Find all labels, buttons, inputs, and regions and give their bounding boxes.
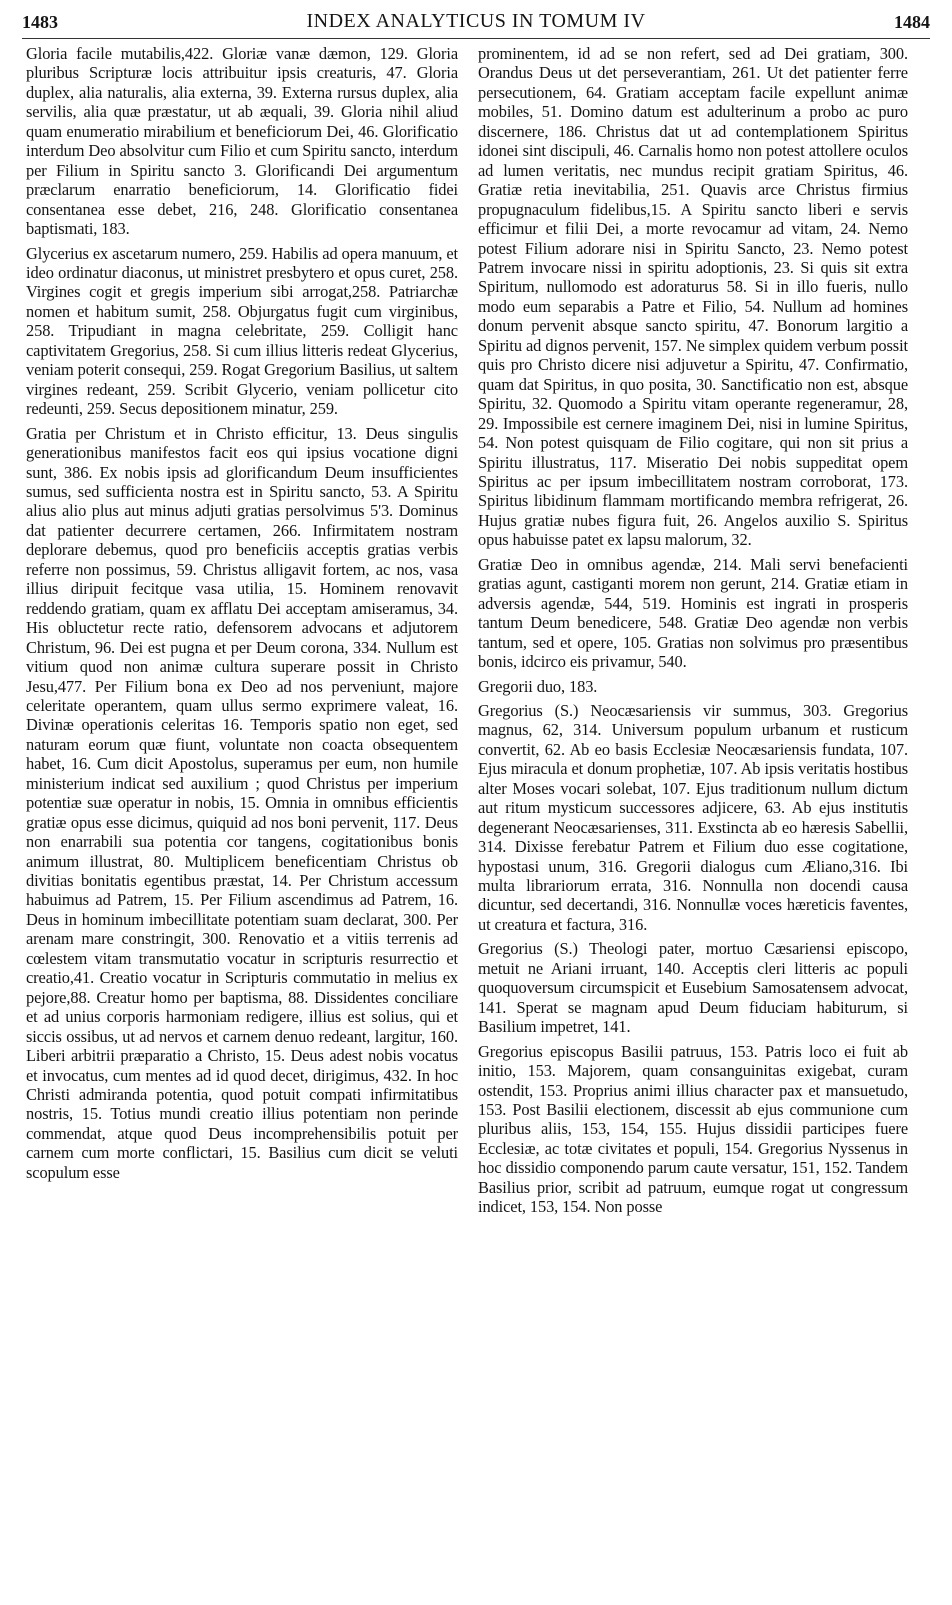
page-number-left: 1483 — [22, 12, 58, 32]
entry-glycerius: Glycerius ex ascetarum numero, 259. Habilis ad opera manuum, et ideo ordinatur diaconus, ut ministret presbytero et opus curet, 258. Virgines cogit et gregis imperium sibi arrogat,258. Patriarchæ nomen et habitum sumit, 258. Objurgatus fugit cum virginibus, 258. Tripudiant in magna celebritate, 259. Colligit hanc captivitatem Gregorius, 258. Si cum illius litteris redeat Glycerius, veniam poterit consequi, 259. Rogat Gregorium Basilius, ut saltem virgines redeant, 259. Scribit Glycerio, veniam pollicetur cito redeunti, 259. Secus depositionem minatur, 259. — [26, 243, 458, 419]
running-header — [22, 8, 930, 38]
entry-gregorius-neocaesariensis: Gregorius (S.) Neocæsariensis vir summus, 303. Gregorius magnus, 62, 314. Universum populum urbanum et rusticum convertit, 62. Ab eo basis Ecclesiæ Neocæsariensis fundata, 107. Ejus miracula et donum prophetiæ, 107. Ab ipsis veritatis hostibus alter Moses vocari solebat, 107. Ejus traditionum nullum dictum aut ritum mysticum successores adjicere, 63. Ab ejus institutis degenerant Neocæsarienses, 311. Exstincta ab eo hæresis Sabellii, 314. Dixisse ferebatur Patrem et Filium duo esse cogitatione, hypostasi unum, 316. Gregorii dialogus cum Æliano,316. Ibi multa librariorum errata, 316. Nonnulla non docendi causa dicuntur, sed decertandi, 316. Nonnullæ voces hæreticis faventes, ut creatura et factura, 316. — [478, 700, 908, 934]
right-column — [478, 44, 908, 1589]
page-number-right: 1484 — [894, 12, 930, 32]
entry-gratia: Gratia per Christum et in Christo efficitur, 13. Deus singulis generationibus manifestos facit eos qui ipsius vocatione digni sunt, 386. Ex nobis ipsis ad glorificandum Deum insufficientes sumus, sed sufficienta nostra est in Spiritu sancto, 53. A Spiritu alius alio plus aut minus adjuti gratias persolvimus 5'3. Dominus dat patienter decurrere certamen, 266. Infirmitatem nostram deplorare debemus, quod pro beneficiis acceptis gratias verbis referre non possimus, 59. Christus alligavit fortem, ac nos, vasa illius diripuit fecitque vasa utilia, 15. Hominem renovavit reddendo gratiam, quam ex afflatu Dei acceptam amiseramus, 34. His obluctetur recte ratio, defensorem advocans et adjutorem Christum, 96. Dei est pugna et per Deum corona, 334. Nullum est vitium quod non animæ cultura superare possit in Christo Jesu,477. Per Filium bona ex Deo ad nos perveniunt, majore celeritate operantem, quam ullus sermo exprimere valeat, 16. Divinæ operationis celeritas 16. Temporis spatio non eget, sed naturam eorum quæ fiunt, voluntate non coacta obsequentem habet, 16. Cum dicit Apostolus, superamus per eum, non humile ministerium indicat sed auxilium ; quod Christus per imperium potentiæ suæ operatur in nobis, 15. Omnia in omnibus efficientis gratiæ opus esse dicimus, quiquid ad nos boni pervenit, 117. Deus non enarrabili sua potentia cor tangens, cogitationibus bonis animum illustrat, 80. Multiplicem beneficentiam Christus ob divitias bonitatis egentibus præstat, 14. Per Christum accessum habuimus ad Patrem, 15. Per Filium ascendimus ad Patrem, 16. Deus in hominum imbecillitate potentiam suam declarat, 300. Per arenam mare constringit, 300. Renovatio et a vitiis terrenis ad cœlestem vitam transmutatio vocatur in scripturis resurrectio et creatio,41. Creatio vocatur in Scripturis commutatio in melius ex pejore,88. Creatur homo per baptisma, 88. Dissidentes conciliare et ad unius corporis harmoniam redigere, illius est solius, qui et siccis ossibus, ut ad nervos et carnem denuo redeant, largitur, 160. Liberi arbitrii præparatio a Christo, 15. Deus adest nobis vocatus et invocatus, cum mentes ad id quod decet, dirigimus, 432. In hoc Christi admiranda potentia, quod potuit compati infirmitatibus nostris, 15. Totius mundi creatio illius potentiam non perinde commendat, atque quod Deus incomprehensibilis potuit per carnem cum morte conflictari, 15. Basilius cum dicit se veluti scopulum esse — [26, 423, 458, 1182]
entry-gregorius-episcopus: Gregorius episcopus Basilii patruus, 153. Patris loco ei fuit ab initio, 153. Majorem, quam consanguinitas exigebat, curam ostendit, 153. Proprius animi illius character pax et mansuetudo, 153. Post Basilii electionem, discessit ab ejus communione cum pluribus aliis, 153, 154, 155. Hujus dissidii participes fuere Ecclesiæ, ac totæ civitates et populi, 154. Gregorius Nyssenus in hoc dissidio componendo parum caute versatur, 151, 152. Tandem Basilius prior, scribit ad patruum, eumque rogat ut congressum indicet, 153, 154. Non posse — [478, 1041, 908, 1217]
header-rule — [22, 38, 930, 39]
entry-gregorii-duo: Gregorii duo, 183. — [478, 676, 598, 696]
running-title: INDEX ANALYTICUS IN TOMUM IV — [306, 10, 646, 32]
entry-gratia-continued: prominentem, id ad se non refert, sed ad Dei gratiam, 300. Orandus Deus ut det perseverantiam, 261. Ut det patienter ferre persecutionem, 64. Gratiam acceptam facile expellunt animæ mobiles, 51. Domino datum est adulterinum a probo ac puro discernere, 186. Christus dat ut ad contemplationem Spiritus idonei sint discipuli, 46. Carnalis homo non potest attollere oculos ad lumen veritatis, nec mundus recipit gratiam Spiritus, 46. Gratiæ retia inevitabilia, 251. Quavis arce Christus firmius propugnaculum fidelibus,15. A Spiritu sancto liberi e servis efficimur et filii Dei, a morte revocamur ad vitam, 24. Nemo potest Filium adorare nisi in Spiritu Sancto, 23. Nemo potest Patrem invocare nissi in spiritu adoptionis, 23. Si quis sit extra Spiritum, nullomodo est adoraturus 58. Si in illo fueris, nullo modo eum separabis a Patre et Filio, 54. Nullum ad homines donum pervenit absque sancto spiritu, 47. Bonorum largitio a Spiritu ad dignos pervenit, 157. Ne simplex quidem verbum possit quis pro Christo dicere nisi adjuvetur a Spiritu, 47. Confirmatio, quam dat Spiritus, in quo posita, 30. Sanctificatio non est, absque Spiritu, 32. Quomodo a Spiritu vitam operante regeneramur, 28, 29. Impossibile est cernere imaginem Dei, nisi in lumine Spiritus, 54. Non potest quisquam de Filio cogitare, qui non sit prius a Spiritu illustratus, 117. Miseratio Dei nobis suppeditat opem Spiritus ac per ipsum imbecillitatem nostram corroborat, 173. Spiritus libidinum flammam mortificando membra refrigerat, 26. Hujus gratiæ nubes figura fuit, 26. Angelos auxilio S. Spiritus opus habuisse patet ex lapsu malorum, 32. — [478, 44, 908, 550]
entry-gloria: Gloria facile mutabilis,422. Gloriæ vanæ dæmon, 129. Gloria pluribus Scripturæ locis attribuitur ipsis creaturis, 47. Gloria duplex, alia naturalis, alia externa, 39. Externa rursus duplex, alia servilis, alia quæ præstatur, ut ab æquali, 39. Gloria nihil aliud quam enumeratio mirabilium et beneficiorum Dei, 46. Glorificatio interdum Deo absolvitur cum Filio et cum Spiritu sancto, interdum per Filium in Spiritu sancto 3. Glorificandi Dei argumentum præclarum enarratio beneficiorum, 14. Glorificatio fidei consentanea esse debet, 216, 248. Glorificatio consentanea baptismati, 183. — [26, 44, 458, 239]
left-column — [26, 44, 458, 1589]
entry-gratiae-deo: Gratiæ Deo in omnibus agendæ, 214. Mali servi benefacienti gratias agunt, castiganti morem non gerunt, 214. Gratiæ etiam in adversis agendæ, 544, 519. Hominis est ingrati in prosperis tantum Deum benedicere, 548. Gratiæ Deo agendæ non verbis tantum, sed et opere, 105. Gratias non solvimus pro præsentibus bonis, idcirco eis privamur, 540. — [478, 554, 908, 672]
entry-gregorius-theologi-pater: Gregorius (S.) Theologi pater, mortuo Cæsariensi episcopo, metuit ne Ariani irruant, 140. Acceptis cleri litteris ac populi quoquoversum circumspicit et Eusebium Samosatensem advocat, 141. Sperat se magnam apud Deum fiduciam habiturum, si Basilium impetret, 141. — [478, 939, 908, 1037]
